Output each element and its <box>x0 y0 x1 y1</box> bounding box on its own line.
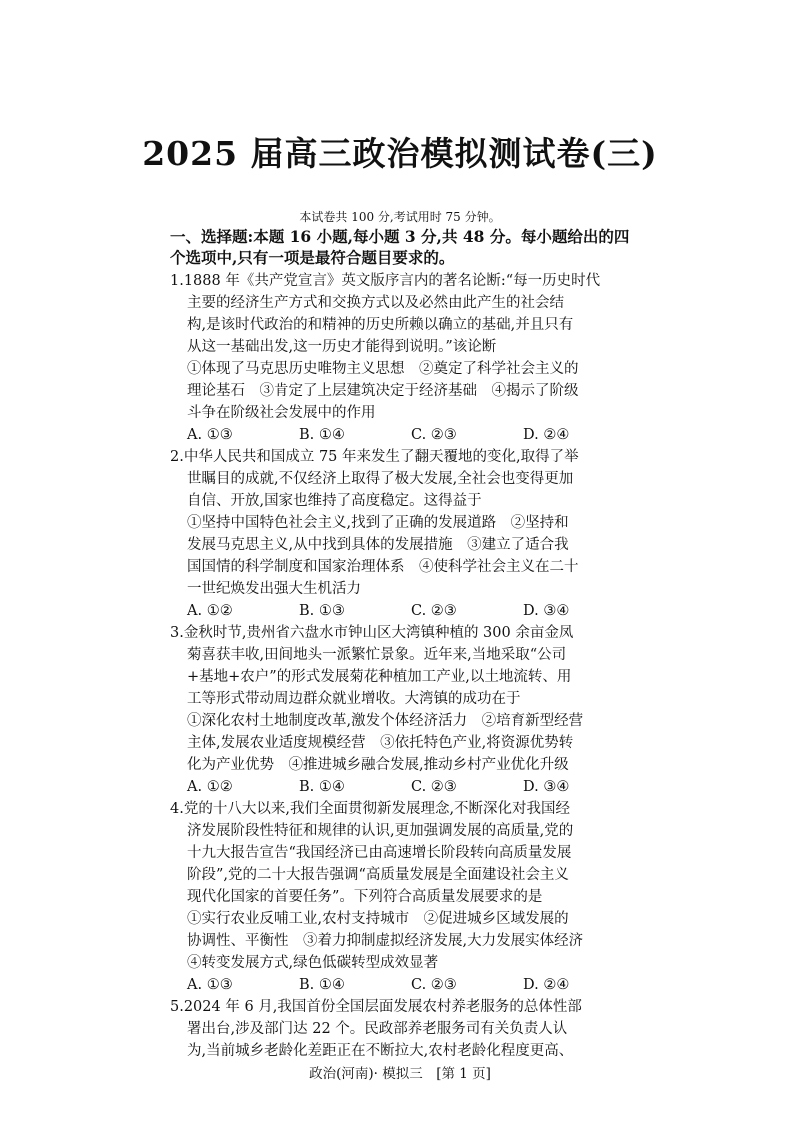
question-text: 1.1888 年《共产党宣言》英文版序言内的著名论断:“每一历史时代 <box>170 273 601 289</box>
option-d: D. ②④ <box>523 427 570 443</box>
question-text: 十九大报告宣告“我国经济已由高速增长阶段转向高质量发展 <box>187 845 572 861</box>
statement-text: 斗争在阶级社会发展中的作用 <box>187 405 376 421</box>
question-text: 世瞩目的成就,不仅经济上取得了极大发展,全社会也变得更加 <box>187 471 574 487</box>
question-1 <box>170 270 660 446</box>
page-footer: 政治(河南)· 模拟三 [第 1 页] <box>309 1066 491 1082</box>
option-c: C. ②③ <box>411 779 457 795</box>
question-text: 5.2024 年 6 月,我国首份全国层面发展农村养老服务的总体性部 <box>170 999 582 1015</box>
answer-options <box>170 776 660 798</box>
statement-text: 理论基石 ③肯定了上层建筑决定于经济基础 ④揭示了阶级 <box>187 383 579 399</box>
option-c: C. ②③ <box>411 977 457 993</box>
question-text: 济发展阶段性特征和规律的认识,更加强调发展的高质量,党的 <box>187 823 574 839</box>
question-text: 自信、开放,国家也维持了高度稳定。这得益于 <box>187 493 482 509</box>
option-b: B. ①③ <box>299 603 345 619</box>
question-text: +基地+农户”的形式发展菊花种植加工产业,以土地流转、用 <box>187 669 572 685</box>
question-4 <box>170 798 660 996</box>
statement-text: 主体,发展农业适度规模经营 ③依托特色产业,将资源优势转 <box>187 735 574 751</box>
statement-text: ①体现了马克思历史唯物主义思想 ②奠定了科学社会主义的 <box>187 361 579 377</box>
statement-text: ①坚持中国特色社会主义,找到了正确的发展道路 ②坚持和 <box>187 515 569 531</box>
statement-text: 发展马克思主义,从中找到具体的发展措施 ③建立了适合我 <box>187 537 569 553</box>
option-b: B. ①④ <box>299 427 345 443</box>
option-b: B. ①④ <box>299 779 345 795</box>
question-text: 为,当前城乡老龄化差距正在不断拉大,农村老龄化程度更高、 <box>187 1043 574 1059</box>
option-d: D. ③④ <box>523 779 570 795</box>
question-text: 菊喜获丰收,田间地头一派繁忙景象。近年来,当地采取“公司 <box>187 647 567 663</box>
option-a: A. ①② <box>187 603 233 619</box>
section-heading <box>170 226 650 268</box>
answer-options <box>170 974 660 996</box>
option-c: C. ②③ <box>411 427 457 443</box>
option-a: A. ①② <box>187 779 233 795</box>
statement-text: 一世纪焕发出强大生机活力 <box>187 581 361 597</box>
question-5 <box>170 996 660 1062</box>
option-b: B. ①④ <box>299 977 345 993</box>
statement-text: ④转变发展方式,绿色低碳转型成效显著 <box>187 955 439 971</box>
question-text: 3.金秋时节,贵州省六盘水市钟山区大湾镇种植的 300 余亩金凤 <box>170 625 574 641</box>
question-text: 构,是该时代政治的和精神的历史所赖以确立的基础,并且只有 <box>187 317 574 333</box>
option-d: D. ②④ <box>523 977 570 993</box>
section-heading-line: 个选项中,只有一项是最符合题目要求的。 <box>170 248 455 267</box>
question-text: 现代化国家的首要任务”。下列符合高质量发展要求的是 <box>187 889 543 905</box>
statement-text: 化为产业优势 ④推进城乡融合发展,推动乡村产业优化升级 <box>187 757 569 773</box>
statement-text: ①实行农业反哺工业,农村支持城市 ②促进城乡区域发展的 <box>187 911 569 927</box>
question-text: 阶段”,党的二十大报告强调“高质量发展是全面建设社会主义 <box>187 867 569 883</box>
answer-options <box>170 424 660 446</box>
option-c: C. ②③ <box>411 603 457 619</box>
option-d: D. ③④ <box>523 603 570 619</box>
exam-info: 本试卷共 100 分,考试用时 75 分钟。 <box>299 210 501 224</box>
option-a: A. ①③ <box>187 977 233 993</box>
question-text: 署出台,涉及部门达 22 个。民政部养老服务司有关负责人认 <box>187 1021 568 1037</box>
question-text: 从这一基础出发,这一历史才能得到说明。”该论断 <box>187 339 497 355</box>
section-heading-line: 一、选择题:本题 16 小题,每小题 3 分,共 48 分。每小题给出的四 <box>170 227 630 246</box>
question-text: 工等形式带动周边群众就业增收。大湾镇的成功在于 <box>187 691 521 707</box>
question-text: 4.党的十八大以来,我们全面贯彻新发展理念,不断深化对我国经 <box>170 801 571 817</box>
question-text: 2.中华人民共和国成立 75 年来发生了翻天覆地的变化,取得了举 <box>170 449 579 465</box>
question-2 <box>170 446 660 622</box>
option-a: A. ①③ <box>187 427 233 443</box>
statement-text: 国国情的科学制度和国家治理体系 ④使科学社会主义在二十 <box>187 559 579 575</box>
statement-text: ①深化农村土地制度改革,激发个体经济活力 ②培育新型经营 <box>187 713 584 729</box>
page-title: 2025 届高三政治模拟测试卷(三) <box>142 134 658 173</box>
question-text: 主要的经济生产方式和交换方式以及必然由此产生的社会结 <box>187 295 564 311</box>
question-3 <box>170 622 660 798</box>
answer-options <box>170 600 660 622</box>
statement-text: 协调性、平衡性 ③着力抑制虚拟经济发展,大力发展实体经济 <box>187 933 584 949</box>
